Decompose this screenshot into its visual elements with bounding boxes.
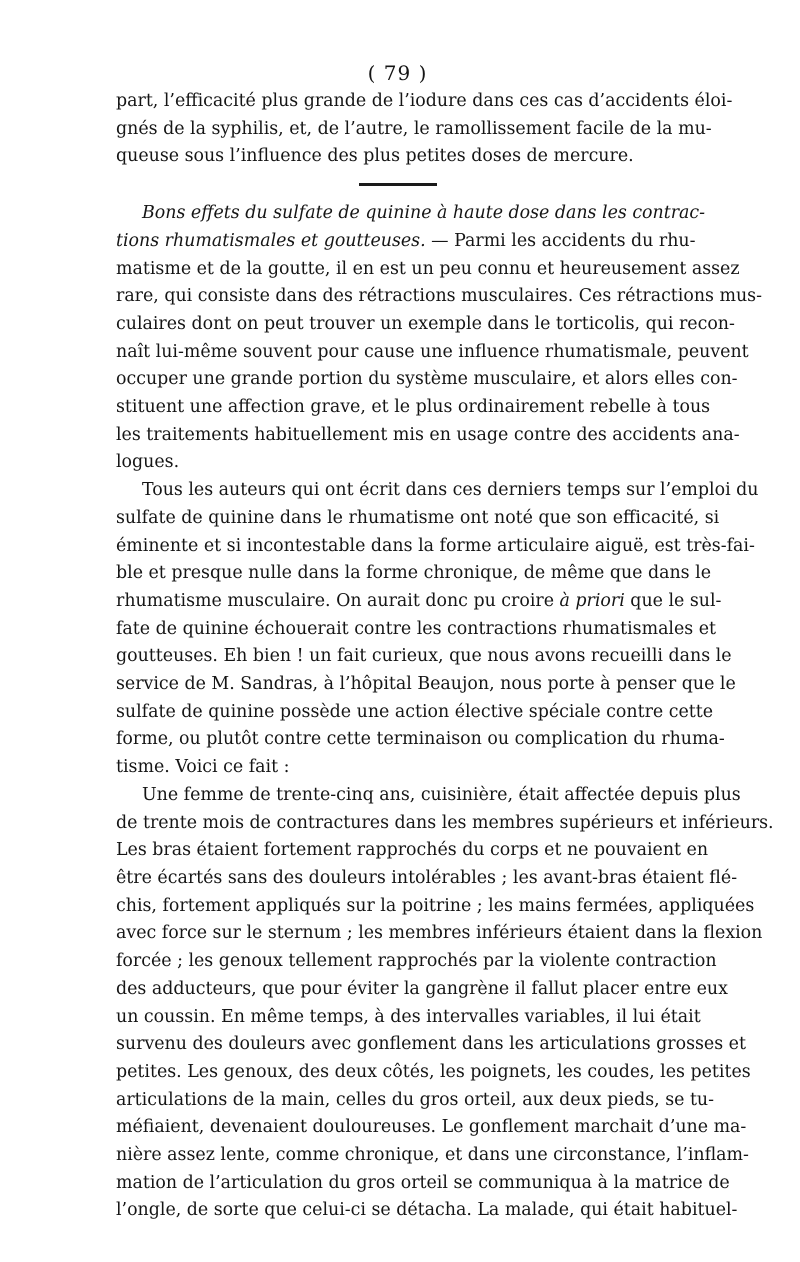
text-line: part, l’efficacité plus grande de l’iodure dans ces cas d’accidents éloi- bbox=[116, 91, 733, 111]
text-line: Les bras étaient fortement rapprochés du corps et ne pouvaient en bbox=[116, 840, 709, 861]
article-title-line bbox=[116, 200, 706, 228]
book-page bbox=[116, 60, 774, 1225]
text-fragment: que le sul- bbox=[624, 590, 722, 611]
article-title: Bons effets du sulfate de quinine à haute dose dans les contrac- bbox=[142, 203, 706, 224]
text-line: sulfate de quinine dans le rhumatisme ont noté que son efficacité, si bbox=[116, 507, 720, 528]
text-line: naît lui-même souvent pour cause une influence rhumatismale, peuvent bbox=[116, 341, 749, 362]
text-line: éminente et si incontestable dans la forme articulaire aiguë, est très-fai- bbox=[116, 535, 755, 556]
text-line: forme, ou plutôt contre cette terminaison ou complication du rhuma- bbox=[116, 729, 725, 750]
text-line: survenu des douleurs avec gonflement dans les articulations grosses et bbox=[116, 1034, 746, 1055]
paragraph-continued bbox=[116, 88, 733, 171]
text-fragment: — Parmi les accidents du rhu- bbox=[425, 230, 696, 251]
text-line: fate de quinine échouerait contre les contractions rhumatismales et bbox=[116, 618, 717, 639]
text-line: les traitements habituellement mis en usage contre des accidents ana- bbox=[116, 424, 740, 445]
text-line: occuper une grande portion du système musculaire, et alors elles con- bbox=[116, 369, 738, 390]
text-line: petites. Les genoux, des deux côtés, les poignets, les coudes, les petites bbox=[116, 1061, 751, 1082]
text-line: queuse sous l’influence des plus petites doses de mercure. bbox=[116, 146, 634, 167]
text-line: l’ongle, de sorte que celui-ci se détacha. La malade, qui était habituel- bbox=[116, 1200, 738, 1221]
text-line bbox=[116, 228, 696, 256]
text-line: ble et presque nulle dans la forme chronique, de même que dans le bbox=[116, 563, 711, 584]
text-line: avec force sur le sternum ; les membres inférieurs étaient dans la flexion bbox=[116, 923, 763, 944]
text-line: chis, fortement appliqués sur la poitrine ; les mains fermées, appliquées bbox=[116, 895, 755, 916]
text-line bbox=[116, 588, 722, 616]
text-line: gnés de la syphilis, et, de l’autre, le ramollissement facile de la mu- bbox=[116, 118, 712, 139]
text-line: Tous les auteurs qui ont écrit dans ces derniers temps sur l’emploi du bbox=[142, 480, 759, 501]
paragraph bbox=[116, 477, 759, 782]
article-title-end: tions rhumatismales et goutteuses. bbox=[116, 230, 426, 251]
text-line: service de M. Sandras, à l’hôpital Beaujon, nous porte à penser que le bbox=[116, 674, 736, 695]
text-line: de trente mois de contractures dans les membres supérieurs et inférieurs. bbox=[116, 812, 774, 833]
page-number: ( 79 ) bbox=[367, 61, 428, 85]
text-fragment: rhumatisme musculaire. On aurait donc pu croire bbox=[116, 590, 560, 611]
text-line: matisme et de la goutte, il en est un peu connu et heureusement assez bbox=[116, 258, 740, 279]
text-line: tisme. Voici ce fait : bbox=[116, 757, 290, 778]
text-line: des adducteurs, que pour éviter la gangrène il fallut placer entre eux bbox=[116, 978, 728, 999]
text-line: rare, qui consiste dans des rétractions musculaires. Ces rétractions mus- bbox=[116, 286, 762, 307]
text-line: nière assez lente, comme chronique, et dans une circonstance, l’inflam- bbox=[116, 1145, 749, 1166]
text-line: logues. bbox=[116, 452, 180, 473]
text-line: stituent une affection grave, et le plus ordinairement rebelle à tous bbox=[116, 397, 711, 418]
text-line: forcée ; les genoux tellement rapprochés par la violente contraction bbox=[116, 951, 717, 972]
text-line: mation de l’articulation du gros orteil se communiqua à la matrice de bbox=[116, 1172, 730, 1193]
section-divider bbox=[359, 183, 437, 186]
text-line: sulfate de quinine possède une action élective spéciale contre cette bbox=[116, 701, 714, 722]
text-line: goutteuses. Eh bien ! un fait curieux, que nous avons recueilli dans le bbox=[116, 646, 732, 667]
text-line: un coussin. En même temps, à des intervalles variables, il lui était bbox=[116, 1006, 701, 1027]
text-line: méfiaient, devenaient douloureuses. Le gonflement marchait d’une ma- bbox=[116, 1117, 747, 1138]
article-paragraph bbox=[116, 200, 762, 477]
text-line: culaires dont on peut trouver un exemple dans le torticolis, qui recon- bbox=[116, 313, 735, 334]
text-line: être écartés sans des douleurs intolérables ; les avant-bras étaient flé- bbox=[116, 867, 738, 888]
text-line: articulations de la main, celles du gros orteil, aux deux pieds, se tu- bbox=[116, 1089, 715, 1110]
paragraph bbox=[116, 782, 774, 1225]
text-line: Une femme de trente-cinq ans, cuisinière, était affectée depuis plus bbox=[142, 784, 741, 805]
italic-phrase: à priori bbox=[559, 590, 625, 611]
